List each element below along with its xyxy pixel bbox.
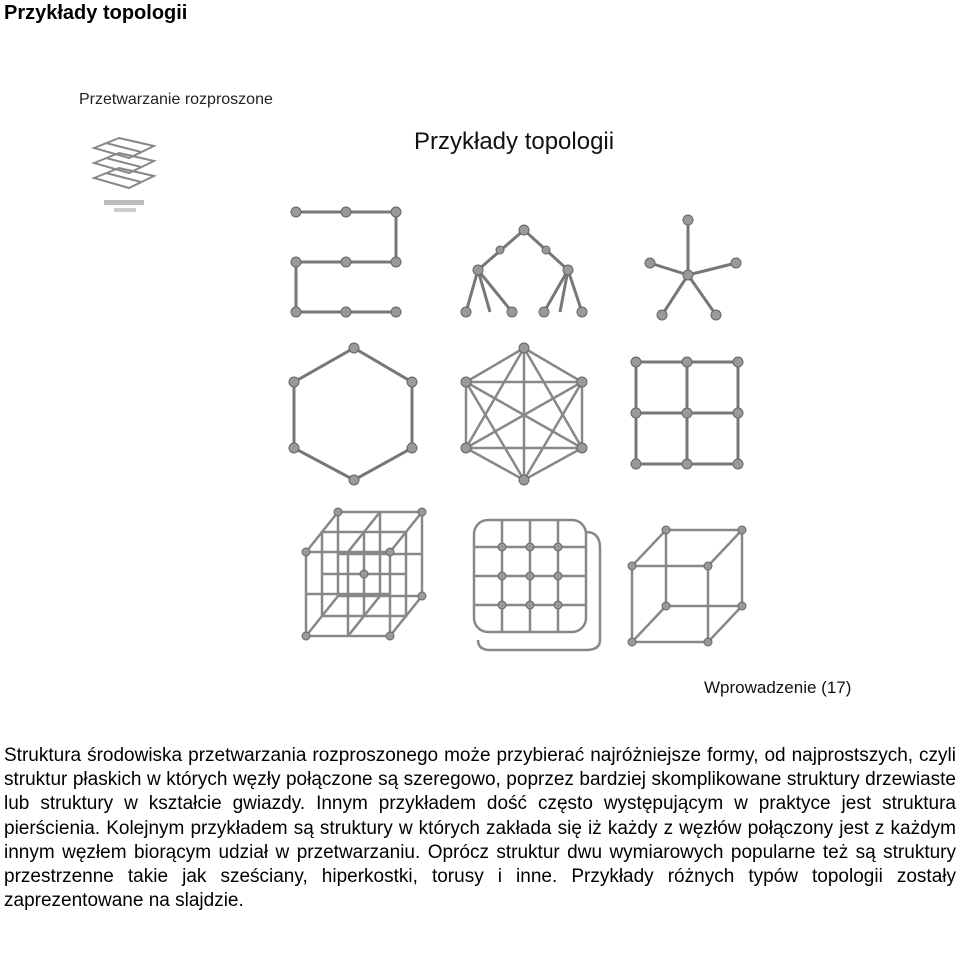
slide-header: Przetwarzanie rozproszone	[79, 91, 273, 108]
star-topology-icon	[645, 215, 741, 320]
slide-footer: Wprowadzenie (17)	[704, 678, 852, 697]
fully-connected-topology-icon	[461, 343, 587, 485]
tree-topology-icon	[461, 225, 587, 317]
3d-lattice-topology-icon	[302, 508, 426, 640]
meander-line-topology-icon	[291, 207, 401, 317]
cube-topology-icon	[628, 526, 746, 646]
ring-topology-icon	[289, 343, 417, 485]
slide-title: Przykłady topologii	[414, 128, 615, 155]
torus-topology-icon	[474, 520, 600, 650]
mesh-topology-icon	[631, 357, 743, 469]
page-title: Przykłady topologii	[4, 2, 188, 24]
description-paragraph: Struktura środowiska przetwarzania rozproszonego może przybierać najróżniejsze formy, od najprostszych, czyli struktur płaskich w których węzły połączone są szeregowo, poprzez bardziej skomplikowane struktury drzewiaste lub struktury w kształcie gwiazdy. Innym przykładem dość często występującym w praktyce jest struktura pierścienia. Kolejnym przykładem są struktury w których zakłada się iż każdy z węzłów połączony jest z każdym innym węzłem biorącym udział w przetwarzaniu. Oprócz struktur dwu wymiarowych popularne też są struktury przestrzenne takie jak sześciany, hiperkostki, torusy i inne. Przykłady różnych typów topologii zostały zaprezentowane na slajdzie.	[4, 745, 956, 912]
